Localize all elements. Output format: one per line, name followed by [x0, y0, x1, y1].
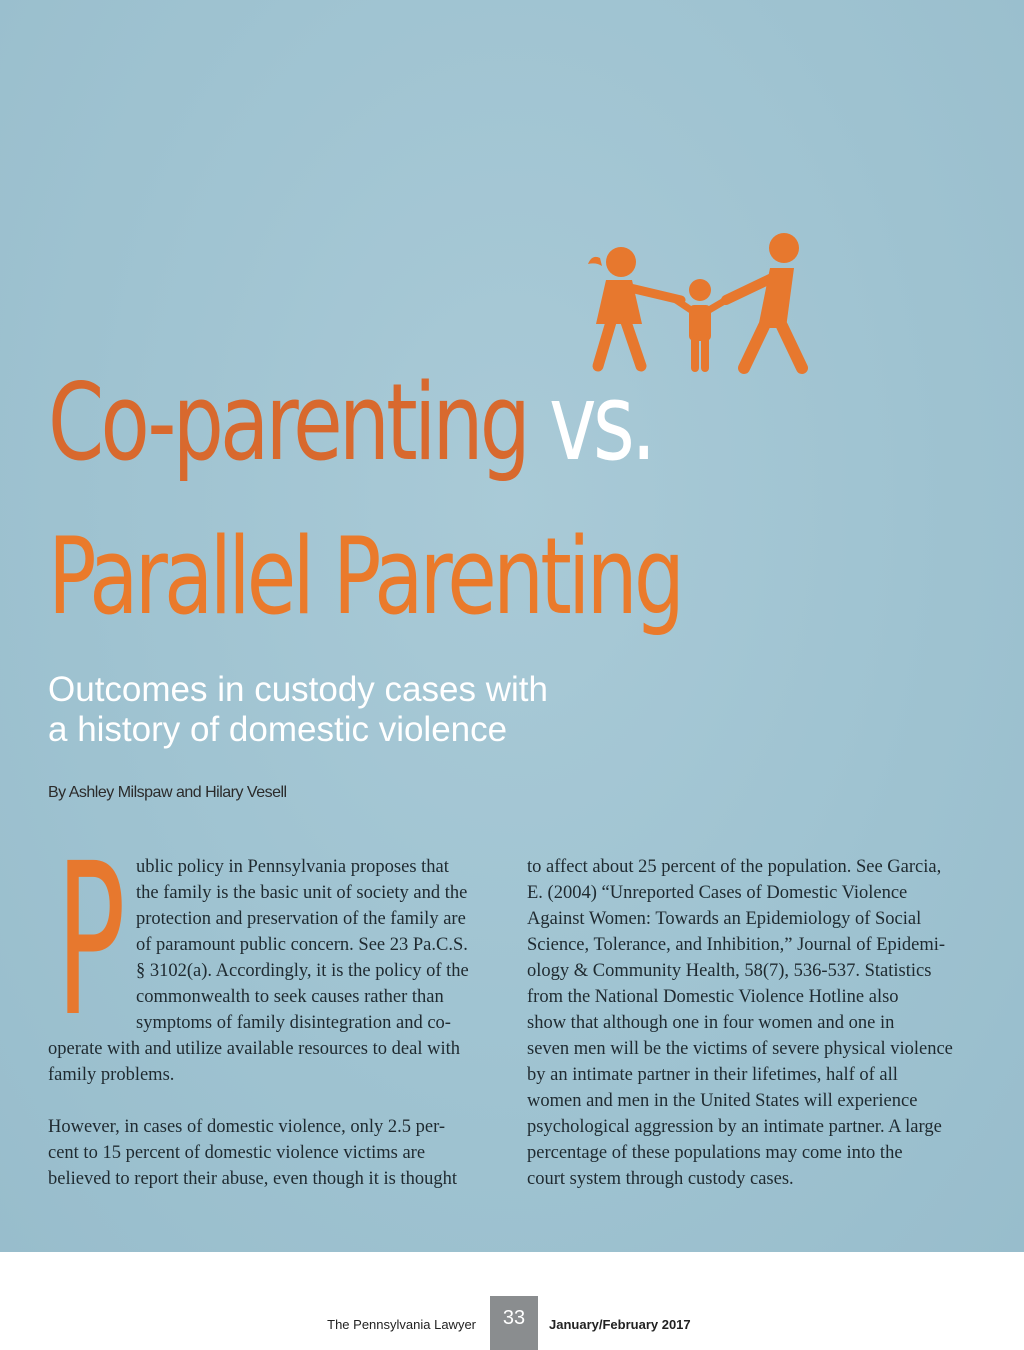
paragraph-line: ology & Community Health, 58(7), 536-537. Statistics [527, 961, 932, 981]
subtitle-line-1: Outcomes in custody cases with [48, 670, 548, 709]
paragraph-line: symptoms of family disintegration and co- [136, 1013, 451, 1033]
paragraph-line: court system through custody cases. [527, 1169, 794, 1189]
paragraph-line: show that although one in four women and one in [527, 1013, 895, 1033]
paragraph-line: ublic policy in Pennsylvania proposes that [136, 857, 449, 877]
paragraph-line: operate with and utilize available resources to deal with [48, 1039, 460, 1059]
paragraph-line: cent to 15 percent of domestic violence victims are [48, 1143, 426, 1163]
paragraph-line: Against Women: Towards an Epidemiology of Social [527, 909, 922, 929]
paragraph-line: § 3102(a). Accordingly, it is the policy of the [136, 961, 469, 981]
paragraph-line: women and men in the United States will experience [527, 1091, 918, 1111]
article-title-line-1 [48, 361, 653, 484]
paragraph-line: However, in cases of domestic violence, only 2.5 per- [48, 1117, 446, 1137]
paragraph-line: commonwealth to seek causes rather than [136, 987, 444, 1007]
page-number: 33 [490, 1296, 538, 1350]
byline: By Ashley Milspaw and Hilary Vesell [48, 784, 287, 801]
paragraph-break [48, 1088, 498, 1114]
subtitle-line-2: a history of domestic violence [48, 710, 508, 749]
paragraph-line: from the National Domestic Violence Hotline also [527, 987, 899, 1007]
article-column-right [527, 854, 977, 1192]
paragraph-line: psychological aggression by an intimate partner. A large [527, 1117, 942, 1137]
paragraph-line: percentage of these populations may come into the [527, 1143, 903, 1163]
paragraph-line: family problems. [48, 1065, 175, 1085]
paragraph-line: of paramount public concern. See 23 Pa.C.S. [136, 935, 468, 955]
title-vs: vs. [548, 361, 653, 484]
drop-cap: P [56, 818, 126, 1063]
paragraph-line: by an intimate partner in their lifetimes, half of all [527, 1065, 898, 1085]
paragraph-line: Science, Tolerance, and Inhibition,” Journal of Epidemi- [527, 935, 946, 955]
title-coparenting: Co-parenting [48, 361, 528, 484]
paragraph-line: the family is the basic unit of society and the [136, 883, 468, 903]
paragraph-line: E. (2004) “Unreported Cases of Domestic Violence [527, 883, 908, 903]
footer-publication-name: The Pennsylvania Lawyer [327, 1317, 476, 1332]
footer-issue-date: January/February 2017 [549, 1317, 691, 1332]
family-tug-of-war-icon [586, 228, 816, 378]
article-subtitle [48, 670, 548, 750]
paragraph-line: to affect about 25 percent of the population. See Garcia, [527, 857, 942, 877]
paragraph-line: protection and preservation of the family are [136, 909, 466, 929]
article-column-left [48, 854, 498, 1192]
article-title-line-2: Parallel Parenting [48, 515, 682, 638]
paragraph-line: believed to report their abuse, even though it is thought [48, 1169, 457, 1189]
paragraph-line: seven men will be the victims of severe physical violence [527, 1039, 953, 1059]
